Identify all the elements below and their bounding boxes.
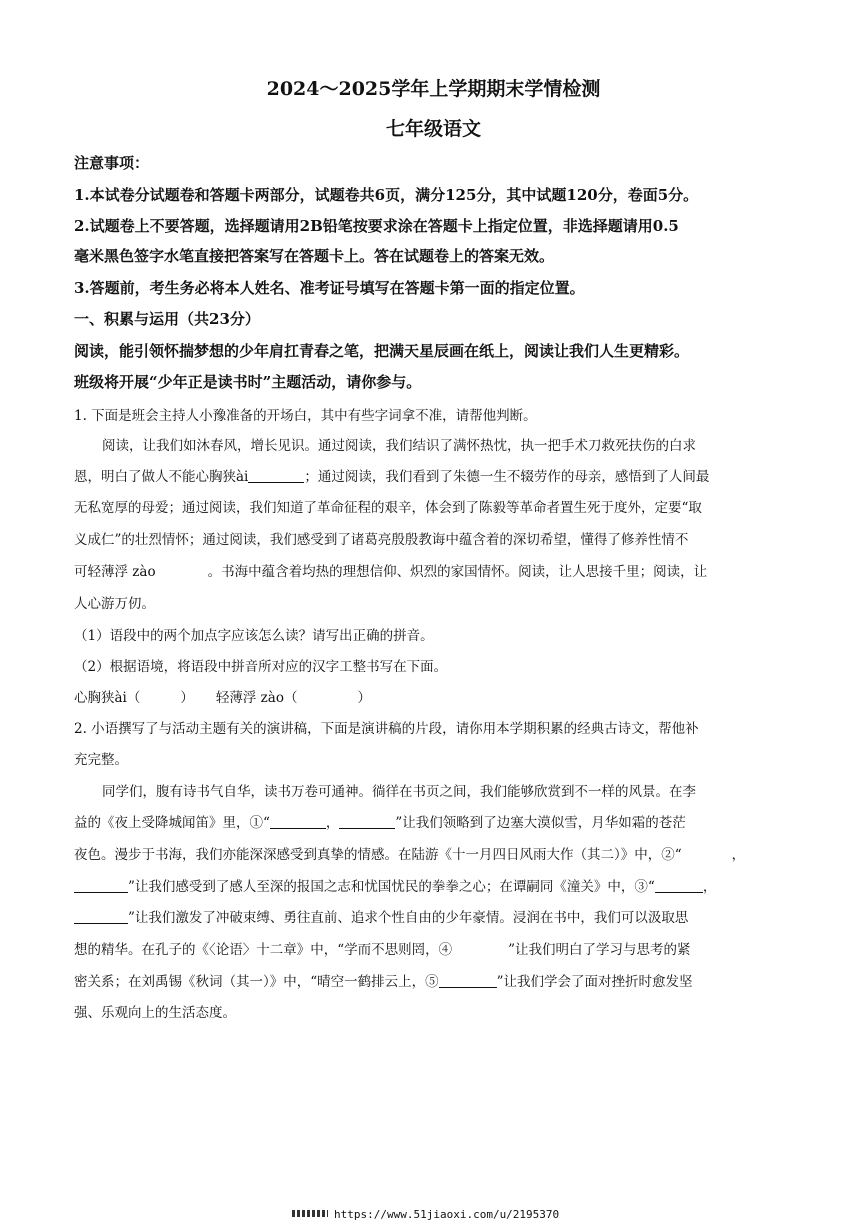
answer-blank-ai[interactable] xyxy=(248,468,304,483)
answer-2-close: ） xyxy=(357,690,371,706)
notice-heading: 注意事项： xyxy=(74,154,150,172)
sub-question-1: （1）语段中的两个加点字应该怎么读？请写出正确的拼音。 xyxy=(74,628,434,644)
speech-line-5-end: ”让我们激发了冲破束缚、勇往直前、追求个性自由的少年豪情。浸润在书中，我们可以汲取思 xyxy=(128,910,689,926)
answer-2-label: 轻薄浮 zào（ xyxy=(215,690,298,706)
speech-line-2 xyxy=(74,811,794,831)
notice-item-3: 3.答题前，考生务必将本人姓名、准考证号填写在答题卡第一面的指定位置。 xyxy=(74,279,585,297)
question-1-stem: 1. 下面是班会主持人小豫准备的开场白，其中有些字词拿不准，请帮他判断。 xyxy=(74,408,537,424)
question-2-stem-2: 充完整。 xyxy=(74,752,128,768)
notice-item-1: 1.本试卷分试题卷和答题卡两部分，试题卷共6页，满分125分，其中试题120分，卷面5分。 xyxy=(74,186,699,204)
speech-line-3 xyxy=(74,843,794,863)
passage-line-4: 义成仁”的壮烈情怀；通过阅读，我们感受到了诸葛亮殷殷教诲中蕴含着的深切希望，懂得了修养性情不 xyxy=(74,532,689,548)
passage-line-2-end: ；通过阅读，我们看到了朱德一生不辍劳作的母亲，感悟到了人间最 xyxy=(304,469,710,485)
answer-row xyxy=(74,686,794,706)
speech-line-5 xyxy=(74,906,794,926)
speech-line-2-start: 益的《夜上受降城闻笛》里，①“ xyxy=(74,815,270,831)
passage-line-5-end: 。书海中蕴含着均热的理想信仰、炽烈的家国情怀。阅读，让人思接千里；阅读，让 xyxy=(207,564,708,580)
passage-line-3: 无私宽厚的母爱；通过阅读，我们知道了革命征程的艰辛，体会到了陈毅等革命者置生死于度外，定要“取 xyxy=(74,500,702,516)
poem-blank-2b[interactable] xyxy=(74,878,128,893)
speech-line-4-mid: ”让我们感受到了感人至深的报国之志和忧国忧民的拳拳之心；在谭嗣同《潼关》中，③“ xyxy=(128,879,655,895)
speech-line-6 xyxy=(74,938,794,958)
speech-line-3-start: 夜色。漫步于书海，我们亦能深深感受到真挚的情感。在陆游《十一月四日风雨大作（其二）》中，②“ xyxy=(74,847,682,863)
notice-item-2a: 2.试题卷上不要答题，选择题请用2B铅笔按要求涂在答题卡上指定位置，非选择题请用0.5 xyxy=(74,217,679,235)
notice-item-2b: 毫米黑色签字水笔直接把答案写在答题卡上。答在试题卷上的答案无效。 xyxy=(74,247,555,265)
speech-line-2-sep: ， xyxy=(325,815,340,831)
speech-line-1: 同学们，腹有诗书气自华，读书万卷可通神。徜徉在书页之间，我们能够欣赏到不一样的风景。在李 xyxy=(102,784,696,800)
speech-line-6-end: ”让我们明白了学习与思考的紧 xyxy=(508,942,691,958)
poem-blank-1a[interactable] xyxy=(270,814,326,829)
speech-line-6-start: 想的精华。在孔子的《〈论语〉十二章》中，“学而不思则罔，④ xyxy=(74,942,453,958)
speech-line-4-sep: ， xyxy=(702,879,717,895)
poem-blank-3a[interactable] xyxy=(655,878,703,893)
footer-url-link[interactable]: https://www.51jiaoxi.com/u/2195370 xyxy=(334,1208,560,1221)
speech-line-3-sep: ， xyxy=(731,847,746,863)
passage-line-1: 阅读，让我们如沐春风，增长见识。通过阅读，我们结识了满怀热忱，执一把手术刀救死扶伤的白求 xyxy=(102,438,696,454)
speech-line-7 xyxy=(74,970,794,990)
section-intro-1: 阅读，能引领怀揣梦想的少年肩扛青春之笔，把满天星辰画在纸上，阅读让我们人生更精彩。 xyxy=(74,342,690,360)
poem-blank-3b[interactable] xyxy=(74,909,128,924)
exam-title: 2024～2025学年上学期期末学情检测 xyxy=(266,78,601,100)
passage-line-5 xyxy=(74,560,794,580)
speech-line-7-end: ”让我们学会了面对挫折时愈发坚 xyxy=(496,974,693,990)
speech-line-7-start: 密关系；在刘禹锡《秋词（其一）》中，“晴空一鹤排云上，⑤ xyxy=(74,974,439,990)
section-intro-2: 班级将开展“少年正是读书时”主题活动，请你参与。 xyxy=(74,373,422,391)
sub-question-2: （2）根据语境，将语段中拼音所对应的汉字工整书写在下面。 xyxy=(74,659,448,675)
passage-line-2 xyxy=(74,465,794,485)
question-2-stem-1: 2. 小语撰写了与活动主题有关的演讲稿，下面是演讲稿的片段，请你用本学期积累的经典古诗文，帮他补 xyxy=(74,721,699,737)
watermark-logo-icon xyxy=(292,1210,328,1217)
exam-subtitle: 七年级语文 xyxy=(385,118,481,140)
page-footer xyxy=(292,1208,559,1221)
speech-line-2-end: ”让我们领略到了边塞大漠似雪，月华如霜的苍茫 xyxy=(395,815,686,831)
poem-blank-1b[interactable] xyxy=(339,814,395,829)
answer-1-close: ） xyxy=(180,690,194,706)
section-heading: 一、积累与运用（共23分） xyxy=(74,310,260,328)
passage-line-6: 人心游万仞。 xyxy=(74,596,155,612)
poem-blank-5[interactable] xyxy=(439,973,497,988)
speech-line-4 xyxy=(74,875,794,895)
speech-line-8: 强、乐观向上的生活态度。 xyxy=(74,1005,236,1021)
passage-line-5-start: 可轻薄浮 zào xyxy=(74,564,156,580)
answer-1-label: 心胸狭ài（ xyxy=(74,690,141,706)
passage-line-2-start: 恩，明白了做人不能心胸狭ài xyxy=(74,469,249,485)
